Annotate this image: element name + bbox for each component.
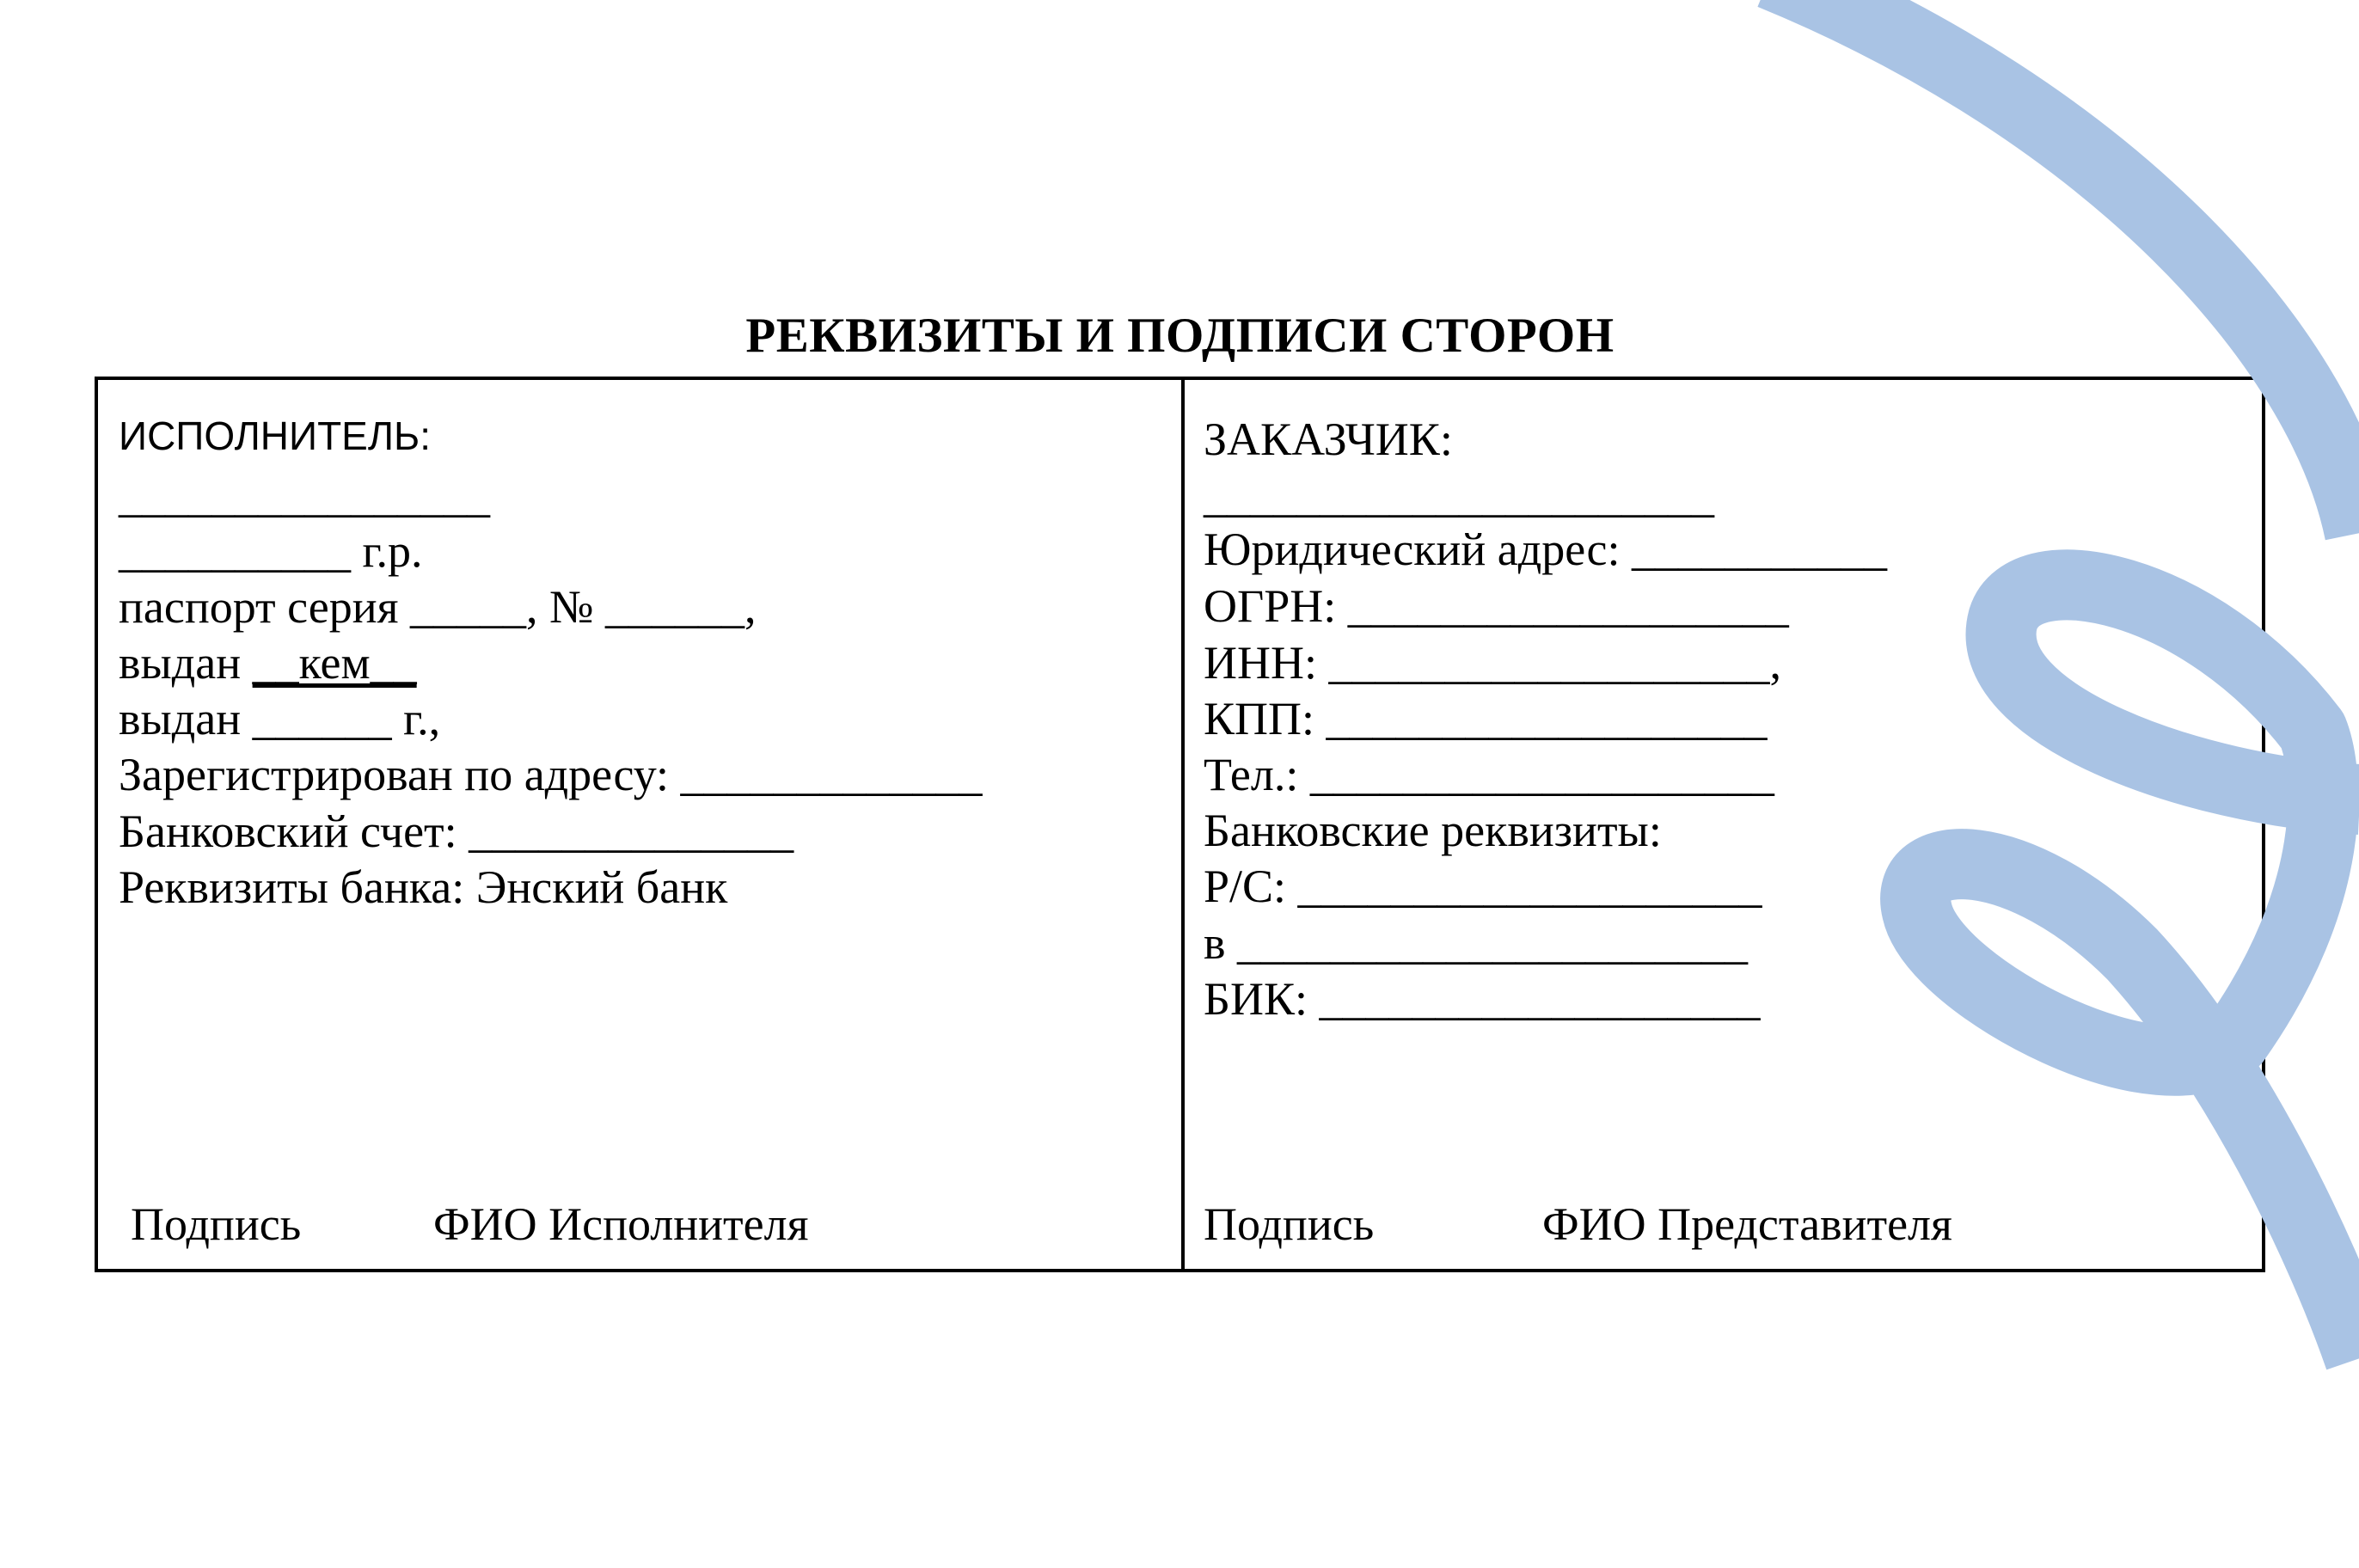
executor-issued-date: выдан ______ г., (119, 693, 441, 744)
executor-passport-field: паспорт серия _____, № ______, (119, 581, 757, 633)
customer-bank-heading: Банковские реквизиты: (1204, 805, 1662, 856)
customer-ogrn: ОГРН: ___________________ (1204, 580, 1789, 632)
executor-issued-by (119, 637, 417, 689)
customer-kpp: КПП: ___________________ (1204, 693, 1768, 744)
customer-column (1204, 380, 2252, 1269)
executor-birth-field: __________ г.р. (119, 525, 423, 577)
customer-fio-label: ФИО Представителя (1542, 1198, 1952, 1250)
document-title: РЕКВИЗИТЫ И ПОДПИСИ СТОРОН (745, 309, 1615, 363)
customer-heading: ЗАКАЗЧИК: (1204, 413, 1453, 465)
customer-legal-address: Юридический адрес: ___________ (1204, 524, 1887, 575)
executor-heading: ИСПОЛНИТЕЛЬ: (119, 413, 432, 458)
executor-registered-address: Зарегистрирован по адресу: _____________ (119, 749, 983, 800)
column-divider (1181, 380, 1185, 1269)
customer-bank-in: в ______________________ (1204, 917, 1748, 969)
executor-signature-label: Подпись (131, 1198, 302, 1250)
customer-account: Р/С: ____________________ (1204, 861, 1762, 912)
customer-signature-label: Подпись (1204, 1198, 1375, 1250)
customer-name-field: ______________________ (1204, 470, 1714, 522)
customer-inn: ИНН: ___________________, (1204, 637, 1781, 689)
executor-name-field: ________________ (119, 470, 490, 522)
executor-fio-label: ФИО Исполнителя (433, 1198, 809, 1250)
customer-phone: Тел.: ____________________ (1204, 749, 1774, 800)
issued-by-prefix: выдан (119, 637, 253, 689)
executor-column (119, 380, 1167, 1269)
customer-bik: БИК: ___________________ (1204, 973, 1761, 1025)
issued-by-value: __кем__ (252, 637, 417, 689)
executor-bank-account: Банковский счет: ______________ (119, 805, 794, 857)
requisites-table (95, 377, 2265, 1272)
executor-bank-details: Реквизиты банка: Энский банк (119, 861, 728, 913)
